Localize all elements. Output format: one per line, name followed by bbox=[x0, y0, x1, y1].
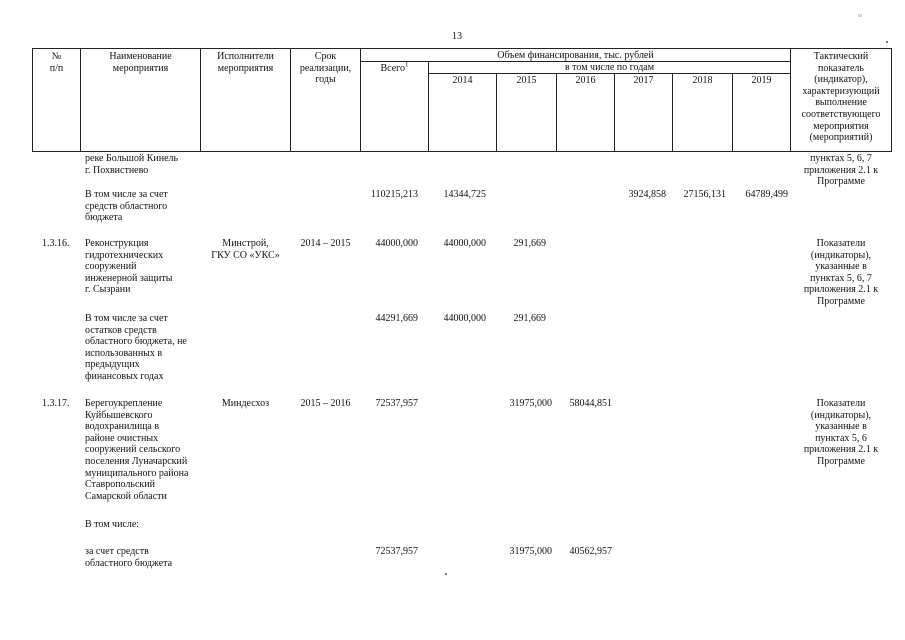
sub-1317-2015: 31975,000 bbox=[509, 546, 552, 557]
item-1317-2016: 58044,851 bbox=[569, 398, 612, 409]
header-year: 2015 bbox=[516, 75, 537, 86]
col-border bbox=[891, 48, 892, 152]
header-total: Всего$^1$ bbox=[380, 60, 409, 74]
item-1317-total: 72537,957 bbox=[375, 398, 418, 409]
header-indicator: Тактический показатель (индикатор), характеризующий выполнение соответствующего мероприятия (мероприятий) bbox=[801, 51, 881, 144]
header-funding-title: Объем финансирования, тыс. рублей bbox=[497, 50, 654, 61]
sub-1316-2015: 291,669 bbox=[513, 313, 546, 324]
item-1317-executors: Миндесхоз bbox=[221, 398, 270, 409]
sub-1317-label: В том числе: bbox=[85, 519, 140, 530]
continued-name: реке Большой Кинель г. Похвистнево bbox=[85, 153, 179, 176]
item-1317-term: 2015 – 2016 bbox=[300, 398, 351, 409]
sub-regional-name: В том числе за счет средств областного бюджета bbox=[85, 189, 168, 224]
header-year: 2014 bbox=[452, 75, 473, 86]
item-1316-total: 44000,000 bbox=[375, 238, 418, 249]
sub-regional-2018: 27156,131 bbox=[683, 189, 726, 200]
item-1316-indicator: Показатели (индикаторы), указанные в пунктах 5, 6, 7 приложения 2.1 к Программе bbox=[803, 238, 879, 307]
header-year: 2019 bbox=[751, 75, 772, 86]
header-by-years: в том числе по годам bbox=[564, 62, 655, 73]
item-1317-num: 1.3.17. bbox=[42, 398, 70, 409]
item-1317-indicator: Показатели (индикаторы), указанные в пунктах 5, 6 приложения 2.1 к Программе bbox=[803, 398, 879, 467]
scan-dot bbox=[886, 41, 888, 43]
header-num: № п/п bbox=[49, 51, 64, 74]
sub-1316-total: 44291,669 bbox=[375, 313, 418, 324]
header-executors: Исполнители мероприятия bbox=[217, 51, 274, 74]
item-1317-2015: 31975,000 bbox=[509, 398, 552, 409]
sub-regional-2017: 3924,858 bbox=[628, 189, 666, 200]
sub-1316-name: В том числе за счет остатков средств областного бюджета, не использованных в предыдущих финансовых годах bbox=[85, 313, 187, 382]
header-term: Срок реализации, годы bbox=[299, 51, 352, 86]
sub-regional-total: 110215,213 bbox=[370, 189, 418, 200]
sub-regional-2014: 14344,725 bbox=[443, 189, 486, 200]
item-1316-term: 2014 – 2015 bbox=[300, 238, 351, 249]
sub-1317-total: 72537,957 bbox=[375, 546, 418, 557]
item-1316-name: Реконструкция гидротехнических сооружений инженерной защиты г. Сызрани bbox=[85, 238, 173, 296]
corner-mark: ¹³ bbox=[858, 14, 862, 20]
table-top-line bbox=[32, 48, 892, 49]
header-name: Наименование мероприятия bbox=[109, 51, 172, 74]
header-year: 2017 bbox=[633, 75, 654, 86]
item-1316-num: 1.3.16. bbox=[42, 238, 70, 249]
sub-regional-2019: 64789,499 bbox=[745, 189, 788, 200]
item-1317-name: Берегоукрепление Куйбышевского водохранилища в районе очистных сооружений сельского поселения Луначарский муниципального района Ставропольский Самарской области bbox=[85, 398, 189, 502]
item-1316-2015: 291,669 bbox=[513, 238, 546, 249]
scan-dot bbox=[445, 573, 447, 575]
sub-1316-2014: 44000,000 bbox=[443, 313, 486, 324]
continued-indicator: пунктах 5, 6, 7 приложения 2.1 к Программе bbox=[803, 153, 879, 188]
sub-1317-name: за счет средств областного бюджета bbox=[85, 546, 173, 569]
page-number: 13 bbox=[452, 31, 462, 42]
item-1316-2014: 44000,000 bbox=[443, 238, 486, 249]
header-year: 2018 bbox=[692, 75, 713, 86]
header-bottom-line bbox=[32, 151, 892, 152]
sub-1317-2016: 40562,957 bbox=[569, 546, 612, 557]
item-1316-executors: Минстрой, ГКУ СО «УКС» bbox=[211, 238, 280, 261]
header-year: 2016 bbox=[575, 75, 596, 86]
